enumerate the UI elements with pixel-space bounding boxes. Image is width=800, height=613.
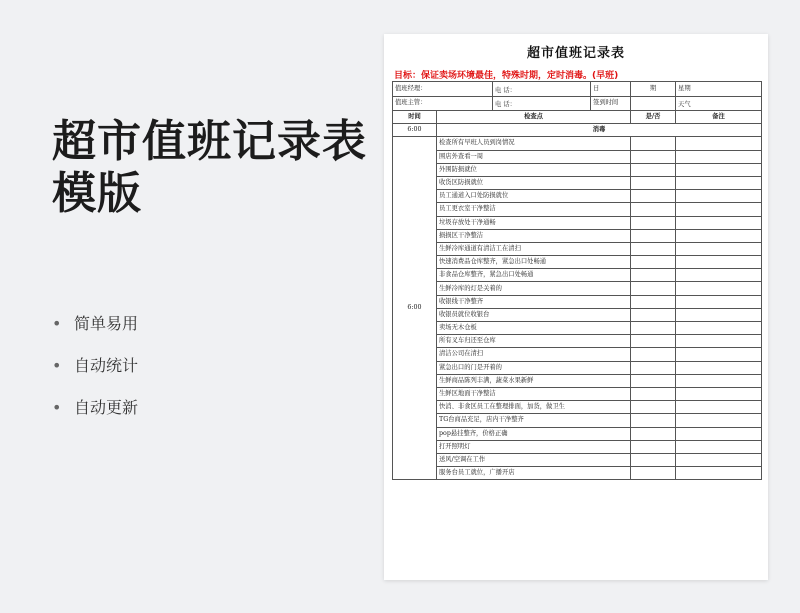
yesno-cell[interactable] <box>631 322 676 335</box>
yesno-cell[interactable] <box>631 295 676 308</box>
date-day-label: 日 <box>591 82 631 97</box>
checkpoint-cell: 收银线干净整齐 <box>437 295 631 308</box>
remark-cell[interactable] <box>676 374 762 387</box>
table-row <box>393 414 762 427</box>
yesno-cell[interactable] <box>631 256 676 269</box>
remark-cell[interactable] <box>676 322 762 335</box>
table-row <box>393 361 762 374</box>
duty-record-table <box>392 81 762 480</box>
sheet-goal: 目标：保证卖场环境最佳，特殊时期，定时消毒。(早班) <box>394 71 619 81</box>
supervisor-label: 值班主管： <box>393 96 493 111</box>
remark-cell[interactable] <box>676 137 762 150</box>
table-row <box>393 242 762 255</box>
weekday-label: 星期 <box>676 82 762 97</box>
checkpoint-cell: 员工通道入口处防损就位 <box>437 190 631 203</box>
remark-cell[interactable] <box>676 348 762 361</box>
table-row <box>393 453 762 466</box>
table-row <box>393 269 762 282</box>
remark-cell[interactable] <box>676 150 762 163</box>
checkpoint-cell: TG台商品充足，店内干净整齐 <box>437 414 631 427</box>
table-row <box>393 467 762 480</box>
header-row <box>393 111 762 124</box>
block-time: 6:00 <box>393 137 437 480</box>
remark-cell[interactable] <box>676 295 762 308</box>
remark-cell[interactable] <box>676 427 762 440</box>
checkpoint-cell: 生鲜区地面干净整洁 <box>437 387 631 400</box>
checkpoint-cell: 收银员就位收银台 <box>437 308 631 321</box>
checkpoint-cell: 员工更衣室干净整洁 <box>437 203 631 216</box>
yesno-cell[interactable] <box>631 150 676 163</box>
document-preview <box>384 34 768 580</box>
checkpoint-cell: 快消、非食区员工在整理排面，加货，做卫生 <box>437 401 631 414</box>
yesno-cell[interactable] <box>631 269 676 282</box>
checkpoint-cell: 围店外查看一周 <box>437 150 631 163</box>
yesno-cell[interactable] <box>631 308 676 321</box>
remark-cell[interactable] <box>676 335 762 348</box>
yesno-cell[interactable] <box>631 414 676 427</box>
feature-item: • 自动统计 <box>52 352 138 394</box>
remark-cell[interactable] <box>676 229 762 242</box>
section-label: 消毒 <box>437 124 762 137</box>
yesno-cell[interactable] <box>631 242 676 255</box>
yesno-cell[interactable] <box>631 163 676 176</box>
checkpoint-cell: 生鲜冷库通道有清洁工在清扫 <box>437 242 631 255</box>
phone-label: 电 话： <box>493 96 591 111</box>
yesno-cell[interactable] <box>631 453 676 466</box>
remark-cell[interactable] <box>676 467 762 480</box>
weather-label: 天气 <box>676 96 762 111</box>
checkin-label: 签到时间 <box>591 96 631 111</box>
remark-cell[interactable] <box>676 163 762 176</box>
checkpoint-cell: 损损区干净整洁 <box>437 229 631 242</box>
checkin-value <box>631 96 676 111</box>
date-month-label: 期 <box>631 82 676 97</box>
remark-cell[interactable] <box>676 453 762 466</box>
checkpoint-cell: 打开照明灯 <box>437 440 631 453</box>
remark-cell[interactable] <box>676 190 762 203</box>
checkpoint-cell: 生鲜商品陈列丰满，蔬菜水果新鲜 <box>437 374 631 387</box>
table-row <box>393 203 762 216</box>
table-row <box>393 348 762 361</box>
section-row <box>393 124 762 137</box>
remark-cell[interactable] <box>676 216 762 229</box>
checkpoint-cell: 快速消费品仓库整齐，紧急出口处畅通 <box>437 256 631 269</box>
remark-cell[interactable] <box>676 414 762 427</box>
yesno-cell[interactable] <box>631 137 676 150</box>
checkpoint-cell: 外围防损就位 <box>437 163 631 176</box>
info-row <box>393 82 762 97</box>
checkpoint-cell: 垃圾存放处干净通畅 <box>437 216 631 229</box>
remark-cell[interactable] <box>676 176 762 189</box>
yesno-cell[interactable] <box>631 176 676 189</box>
yesno-cell[interactable] <box>631 361 676 374</box>
table-row <box>393 176 762 189</box>
checkpoint-cell: 生鲜冷库的灯是关着的 <box>437 282 631 295</box>
table-row <box>393 322 762 335</box>
remark-cell[interactable] <box>676 387 762 400</box>
header-remark: 备注 <box>676 111 762 124</box>
table-row <box>393 190 762 203</box>
yesno-cell[interactable] <box>631 335 676 348</box>
checkpoint-cell: 送风/空调在工作 <box>437 453 631 466</box>
yesno-cell[interactable] <box>631 467 676 480</box>
header-check: 检查点 <box>437 111 631 124</box>
info-row <box>393 96 762 111</box>
table-row <box>393 150 762 163</box>
table-row <box>393 216 762 229</box>
yesno-cell[interactable] <box>631 374 676 387</box>
yesno-cell[interactable] <box>631 440 676 453</box>
table-row <box>393 137 762 150</box>
sheet-title: 超市值班记录表 <box>526 46 625 61</box>
yesno-cell[interactable] <box>631 190 676 203</box>
checkpoint-cell: 清洁公司在清扫 <box>437 348 631 361</box>
table-row <box>393 163 762 176</box>
yesno-cell[interactable] <box>631 282 676 295</box>
header-yesno: 是/否 <box>631 111 676 124</box>
bullet-icon: • <box>52 398 62 417</box>
checkpoint-cell: pop悬挂整齐，价格正确 <box>437 427 631 440</box>
yesno-cell[interactable] <box>631 427 676 440</box>
header-time: 时间 <box>393 111 437 124</box>
checkpoint-cell: 卖场无木仓板 <box>437 322 631 335</box>
table-row <box>393 229 762 242</box>
remark-cell[interactable] <box>676 308 762 321</box>
bullet-icon: • <box>52 314 62 333</box>
checkpoint-cell: 紧急出口的门是开着的 <box>437 361 631 374</box>
feature-list <box>52 310 138 436</box>
promo-title-line2: 模版 <box>52 168 142 219</box>
table-row <box>393 374 762 387</box>
manager-label: 值班经理： <box>393 82 493 97</box>
table-row <box>393 401 762 414</box>
remark-cell[interactable] <box>676 361 762 374</box>
section-time: 6:00 <box>393 124 437 137</box>
remark-cell[interactable] <box>676 282 762 295</box>
table-row <box>393 256 762 269</box>
promo-title <box>52 116 367 220</box>
remark-cell[interactable] <box>676 256 762 269</box>
table-row <box>393 308 762 321</box>
checkpoint-cell: 收货区防损就位 <box>437 176 631 189</box>
feature-item: • 简单易用 <box>52 310 138 352</box>
checkpoint-cell: 服务台员工就位，广播开店 <box>437 467 631 480</box>
phone-label: 电 话： <box>493 82 591 97</box>
yesno-cell[interactable] <box>631 387 676 400</box>
checkpoint-cell: 非食品仓库整齐，紧急出口处畅通 <box>437 269 631 282</box>
promo-title-line1: 超市值班记录表 <box>52 116 367 167</box>
remark-cell[interactable] <box>676 440 762 453</box>
table-row <box>393 282 762 295</box>
table-row <box>393 295 762 308</box>
table-row <box>393 335 762 348</box>
remark-cell[interactable] <box>676 242 762 255</box>
bullet-icon: • <box>52 356 62 375</box>
remark-cell[interactable] <box>676 269 762 282</box>
table-row <box>393 387 762 400</box>
remark-cell[interactable] <box>676 401 762 414</box>
checkpoint-cell: 检查所有早班人员到岗情况 <box>437 137 631 150</box>
yesno-cell[interactable] <box>631 229 676 242</box>
table-row <box>393 440 762 453</box>
remark-cell[interactable] <box>676 203 762 216</box>
yesno-cell[interactable] <box>631 348 676 361</box>
table-row <box>393 427 762 440</box>
yesno-cell[interactable] <box>631 203 676 216</box>
yesno-cell[interactable] <box>631 216 676 229</box>
yesno-cell[interactable] <box>631 401 676 414</box>
checkpoint-cell: 所有叉车归还至仓库 <box>437 335 631 348</box>
feature-item: • 自动更新 <box>52 394 138 436</box>
